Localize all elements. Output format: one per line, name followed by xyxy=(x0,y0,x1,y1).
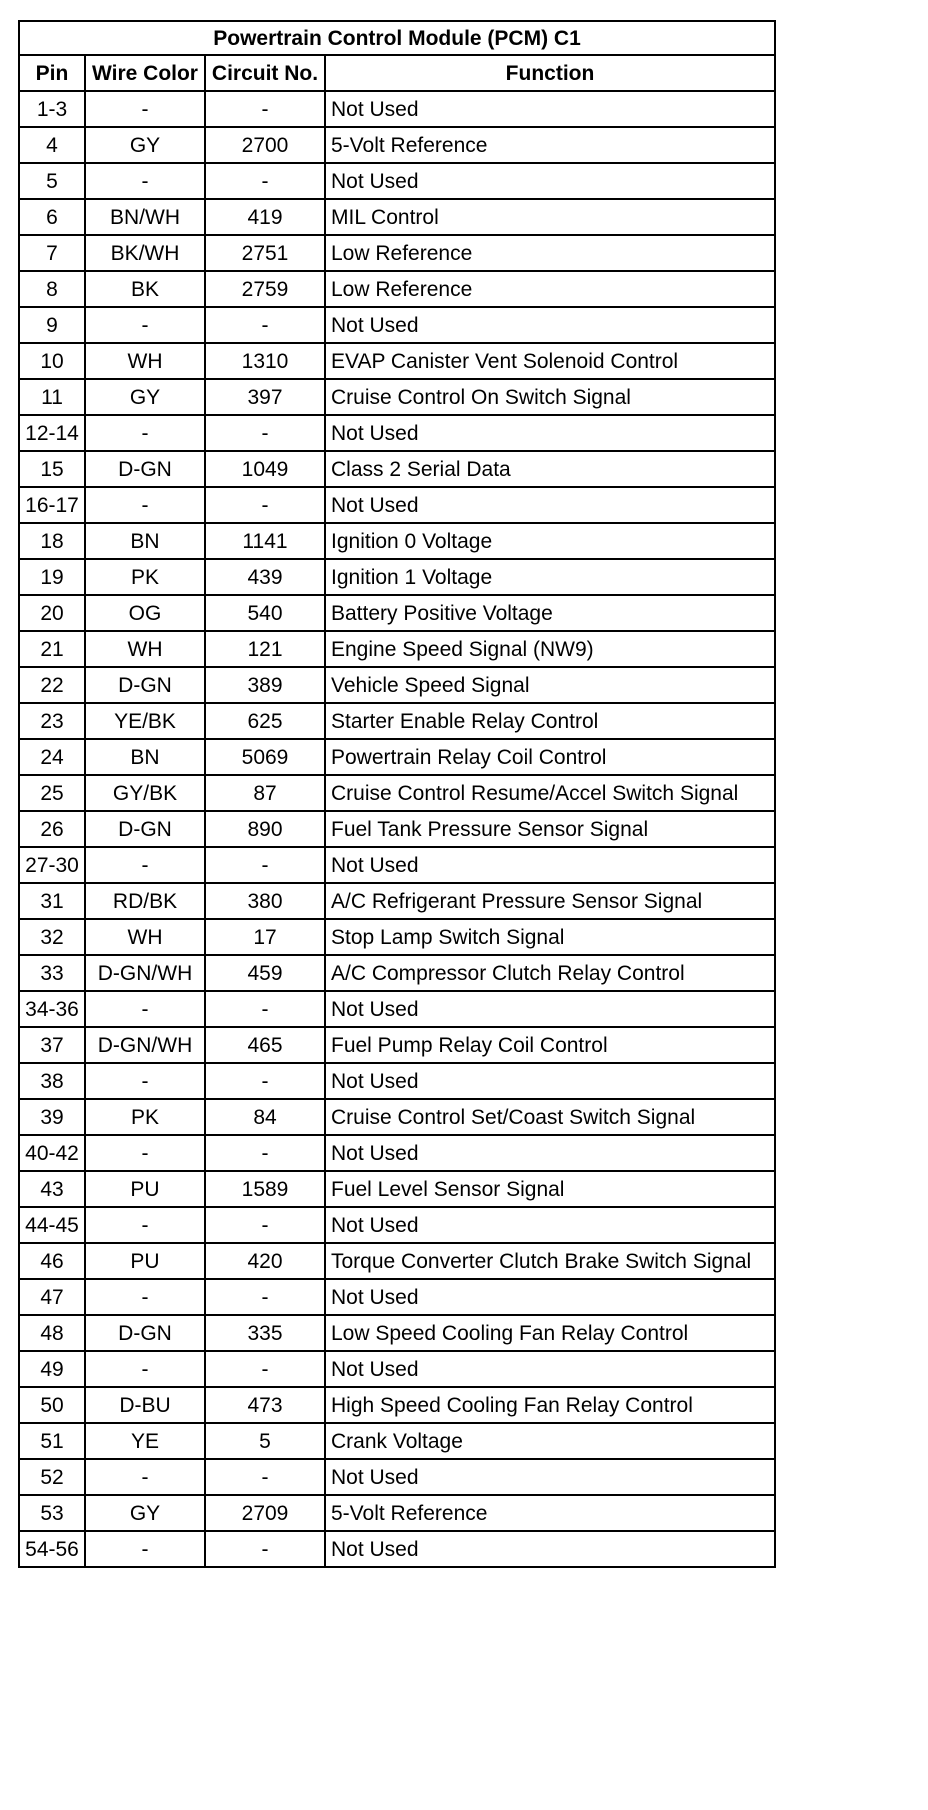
cell-circuit-no: 465 xyxy=(205,1027,325,1063)
table-title: Powertrain Control Module (PCM) C1 xyxy=(19,21,775,55)
cell-wire-color: GY/BK xyxy=(85,775,205,811)
cell-function: Not Used xyxy=(325,1351,775,1387)
cell-pin: 43 xyxy=(19,1171,85,1207)
table-row xyxy=(19,811,775,847)
table-body xyxy=(19,91,775,1567)
cell-circuit-no: 420 xyxy=(205,1243,325,1279)
cell-function: Not Used xyxy=(325,487,775,523)
cell-function: Engine Speed Signal (NW9) xyxy=(325,631,775,667)
table-row xyxy=(19,1135,775,1171)
table-row xyxy=(19,919,775,955)
cell-wire-color: - xyxy=(85,1207,205,1243)
cell-pin: 22 xyxy=(19,667,85,703)
cell-pin: 8 xyxy=(19,271,85,307)
cell-wire-color: WH xyxy=(85,631,205,667)
cell-function: Not Used xyxy=(325,1135,775,1171)
cell-function: Not Used xyxy=(325,415,775,451)
table-row xyxy=(19,271,775,307)
table-title-row xyxy=(19,21,775,55)
cell-circuit-no: - xyxy=(205,1351,325,1387)
cell-wire-color: - xyxy=(85,487,205,523)
cell-circuit-no: - xyxy=(205,1207,325,1243)
cell-wire-color: GY xyxy=(85,127,205,163)
cell-circuit-no: 17 xyxy=(205,919,325,955)
cell-circuit-no: - xyxy=(205,1135,325,1171)
table-row xyxy=(19,451,775,487)
table-row xyxy=(19,1351,775,1387)
cell-wire-color: YE/BK xyxy=(85,703,205,739)
table-row xyxy=(19,127,775,163)
table-row xyxy=(19,1279,775,1315)
cell-pin: 31 xyxy=(19,883,85,919)
cell-circuit-no: - xyxy=(205,307,325,343)
table-row xyxy=(19,307,775,343)
cell-circuit-no: 5 xyxy=(205,1423,325,1459)
header-function: Function xyxy=(325,55,775,91)
cell-pin: 15 xyxy=(19,451,85,487)
cell-wire-color: - xyxy=(85,91,205,127)
cell-wire-color: D-GN/WH xyxy=(85,955,205,991)
cell-function: High Speed Cooling Fan Relay Control xyxy=(325,1387,775,1423)
cell-pin: 9 xyxy=(19,307,85,343)
cell-pin: 47 xyxy=(19,1279,85,1315)
header-circuit-no: Circuit No. xyxy=(205,55,325,91)
cell-function: A/C Compressor Clutch Relay Control xyxy=(325,955,775,991)
cell-wire-color: YE xyxy=(85,1423,205,1459)
cell-pin: 48 xyxy=(19,1315,85,1351)
cell-pin: 33 xyxy=(19,955,85,991)
cell-pin: 12-14 xyxy=(19,415,85,451)
table-row xyxy=(19,703,775,739)
cell-pin: 16-17 xyxy=(19,487,85,523)
cell-function: Not Used xyxy=(325,1279,775,1315)
cell-wire-color: - xyxy=(85,991,205,1027)
table-row xyxy=(19,739,775,775)
cell-circuit-no: 389 xyxy=(205,667,325,703)
cell-circuit-no: - xyxy=(205,847,325,883)
cell-circuit-no: 2751 xyxy=(205,235,325,271)
cell-pin: 37 xyxy=(19,1027,85,1063)
cell-circuit-no: - xyxy=(205,1063,325,1099)
table-row xyxy=(19,235,775,271)
pcm-connector-table xyxy=(18,20,776,1568)
cell-wire-color: BN xyxy=(85,739,205,775)
cell-circuit-no: - xyxy=(205,1279,325,1315)
cell-function: Cruise Control Set/Coast Switch Signal xyxy=(325,1099,775,1135)
cell-circuit-no: - xyxy=(205,91,325,127)
cell-pin: 4 xyxy=(19,127,85,163)
cell-circuit-no: 1589 xyxy=(205,1171,325,1207)
cell-circuit-no: 121 xyxy=(205,631,325,667)
cell-pin: 54-56 xyxy=(19,1531,85,1567)
cell-circuit-no: - xyxy=(205,415,325,451)
cell-function: Class 2 Serial Data xyxy=(325,451,775,487)
cell-circuit-no: 397 xyxy=(205,379,325,415)
cell-circuit-no: 1049 xyxy=(205,451,325,487)
cell-circuit-no: 459 xyxy=(205,955,325,991)
cell-pin: 25 xyxy=(19,775,85,811)
cell-circuit-no: 2709 xyxy=(205,1495,325,1531)
cell-function: Cruise Control Resume/Accel Switch Signal xyxy=(325,775,775,811)
cell-function: Not Used xyxy=(325,1531,775,1567)
cell-wire-color: OG xyxy=(85,595,205,631)
cell-function: Vehicle Speed Signal xyxy=(325,667,775,703)
cell-circuit-no: 1310 xyxy=(205,343,325,379)
cell-pin: 24 xyxy=(19,739,85,775)
cell-function: Crank Voltage xyxy=(325,1423,775,1459)
cell-circuit-no: 84 xyxy=(205,1099,325,1135)
cell-pin: 32 xyxy=(19,919,85,955)
cell-function: Not Used xyxy=(325,1063,775,1099)
table-row xyxy=(19,91,775,127)
cell-pin: 21 xyxy=(19,631,85,667)
cell-function: Starter Enable Relay Control xyxy=(325,703,775,739)
cell-wire-color: D-GN xyxy=(85,451,205,487)
table-row xyxy=(19,343,775,379)
cell-wire-color: - xyxy=(85,847,205,883)
cell-circuit-no: - xyxy=(205,1459,325,1495)
cell-function: Fuel Pump Relay Coil Control xyxy=(325,1027,775,1063)
cell-function: Not Used xyxy=(325,307,775,343)
cell-pin: 53 xyxy=(19,1495,85,1531)
cell-wire-color: PU xyxy=(85,1243,205,1279)
cell-wire-color: PU xyxy=(85,1171,205,1207)
cell-wire-color: D-GN xyxy=(85,811,205,847)
cell-pin: 19 xyxy=(19,559,85,595)
cell-wire-color: GY xyxy=(85,1495,205,1531)
table-row xyxy=(19,775,775,811)
table-row xyxy=(19,1027,775,1063)
cell-function: Low Reference xyxy=(325,235,775,271)
table-row xyxy=(19,1243,775,1279)
cell-function: Cruise Control On Switch Signal xyxy=(325,379,775,415)
table-row xyxy=(19,163,775,199)
cell-wire-color: D-BU xyxy=(85,1387,205,1423)
table-row xyxy=(19,523,775,559)
cell-wire-color: PK xyxy=(85,559,205,595)
table-row xyxy=(19,1063,775,1099)
cell-circuit-no: 335 xyxy=(205,1315,325,1351)
table-row xyxy=(19,379,775,415)
cell-circuit-no: 473 xyxy=(205,1387,325,1423)
cell-pin: 20 xyxy=(19,595,85,631)
cell-circuit-no: 1141 xyxy=(205,523,325,559)
cell-pin: 46 xyxy=(19,1243,85,1279)
cell-circuit-no: 2759 xyxy=(205,271,325,307)
table-row xyxy=(19,1459,775,1495)
cell-circuit-no: - xyxy=(205,991,325,1027)
cell-function: 5-Volt Reference xyxy=(325,127,775,163)
table-row xyxy=(19,991,775,1027)
table-row xyxy=(19,415,775,451)
cell-wire-color: - xyxy=(85,1351,205,1387)
cell-pin: 52 xyxy=(19,1459,85,1495)
cell-wire-color: - xyxy=(85,163,205,199)
cell-wire-color: - xyxy=(85,1063,205,1099)
cell-wire-color: PK xyxy=(85,1099,205,1135)
table-row xyxy=(19,847,775,883)
cell-function: 5-Volt Reference xyxy=(325,1495,775,1531)
table-row xyxy=(19,631,775,667)
table-row xyxy=(19,1495,775,1531)
table-row xyxy=(19,1387,775,1423)
table-row xyxy=(19,1315,775,1351)
cell-wire-color: D-GN xyxy=(85,667,205,703)
cell-pin: 40-42 xyxy=(19,1135,85,1171)
cell-function: A/C Refrigerant Pressure Sensor Signal xyxy=(325,883,775,919)
header-pin: Pin xyxy=(19,55,85,91)
cell-function: Not Used xyxy=(325,991,775,1027)
cell-function: Torque Converter Clutch Brake Switch Signal xyxy=(325,1243,775,1279)
cell-circuit-no: 419 xyxy=(205,199,325,235)
cell-function: Not Used xyxy=(325,91,775,127)
cell-circuit-no: - xyxy=(205,487,325,523)
cell-function: Fuel Tank Pressure Sensor Signal xyxy=(325,811,775,847)
cell-function: Ignition 0 Voltage xyxy=(325,523,775,559)
cell-wire-color: - xyxy=(85,307,205,343)
cell-function: MIL Control xyxy=(325,199,775,235)
cell-function: Powertrain Relay Coil Control xyxy=(325,739,775,775)
cell-pin: 23 xyxy=(19,703,85,739)
table-row xyxy=(19,199,775,235)
cell-wire-color: BK xyxy=(85,271,205,307)
cell-pin: 6 xyxy=(19,199,85,235)
cell-pin: 1-3 xyxy=(19,91,85,127)
table-row xyxy=(19,1171,775,1207)
cell-wire-color: - xyxy=(85,1135,205,1171)
cell-function: Stop Lamp Switch Signal xyxy=(325,919,775,955)
cell-circuit-no: 439 xyxy=(205,559,325,595)
cell-pin: 18 xyxy=(19,523,85,559)
cell-function: Not Used xyxy=(325,1207,775,1243)
cell-circuit-no: 380 xyxy=(205,883,325,919)
cell-pin: 44-45 xyxy=(19,1207,85,1243)
cell-circuit-no: - xyxy=(205,163,325,199)
cell-pin: 39 xyxy=(19,1099,85,1135)
cell-function: Not Used xyxy=(325,1459,775,1495)
cell-pin: 51 xyxy=(19,1423,85,1459)
cell-function: Battery Positive Voltage xyxy=(325,595,775,631)
cell-function: Not Used xyxy=(325,163,775,199)
cell-pin: 50 xyxy=(19,1387,85,1423)
cell-function: Low Speed Cooling Fan Relay Control xyxy=(325,1315,775,1351)
cell-pin: 10 xyxy=(19,343,85,379)
cell-wire-color: BN xyxy=(85,523,205,559)
cell-circuit-no: 625 xyxy=(205,703,325,739)
cell-wire-color: WH xyxy=(85,919,205,955)
cell-pin: 5 xyxy=(19,163,85,199)
cell-wire-color: WH xyxy=(85,343,205,379)
cell-pin: 27-30 xyxy=(19,847,85,883)
table-row xyxy=(19,595,775,631)
cell-function: EVAP Canister Vent Solenoid Control xyxy=(325,343,775,379)
cell-circuit-no: 890 xyxy=(205,811,325,847)
cell-function: Fuel Level Sensor Signal xyxy=(325,1171,775,1207)
cell-pin: 7 xyxy=(19,235,85,271)
table-row xyxy=(19,487,775,523)
table-row xyxy=(19,667,775,703)
cell-circuit-no: 2700 xyxy=(205,127,325,163)
cell-wire-color: - xyxy=(85,1459,205,1495)
cell-pin: 26 xyxy=(19,811,85,847)
cell-circuit-no: 5069 xyxy=(205,739,325,775)
cell-pin: 49 xyxy=(19,1351,85,1387)
cell-wire-color: BK/WH xyxy=(85,235,205,271)
header-wire-color: Wire Color xyxy=(85,55,205,91)
cell-wire-color: BN/WH xyxy=(85,199,205,235)
cell-wire-color: RD/BK xyxy=(85,883,205,919)
cell-function: Low Reference xyxy=(325,271,775,307)
cell-pin: 38 xyxy=(19,1063,85,1099)
cell-circuit-no: - xyxy=(205,1531,325,1567)
cell-wire-color: - xyxy=(85,1279,205,1315)
cell-function: Ignition 1 Voltage xyxy=(325,559,775,595)
cell-wire-color: D-GN xyxy=(85,1315,205,1351)
table-row xyxy=(19,559,775,595)
cell-wire-color: - xyxy=(85,1531,205,1567)
cell-function: Not Used xyxy=(325,847,775,883)
table-header-row xyxy=(19,55,775,91)
table-row xyxy=(19,883,775,919)
table-row xyxy=(19,955,775,991)
table-row xyxy=(19,1207,775,1243)
cell-wire-color: D-GN/WH xyxy=(85,1027,205,1063)
table-row xyxy=(19,1423,775,1459)
cell-wire-color: - xyxy=(85,415,205,451)
table-row xyxy=(19,1531,775,1567)
cell-circuit-no: 87 xyxy=(205,775,325,811)
cell-pin: 11 xyxy=(19,379,85,415)
cell-circuit-no: 540 xyxy=(205,595,325,631)
cell-pin: 34-36 xyxy=(19,991,85,1027)
table-row xyxy=(19,1099,775,1135)
cell-wire-color: GY xyxy=(85,379,205,415)
